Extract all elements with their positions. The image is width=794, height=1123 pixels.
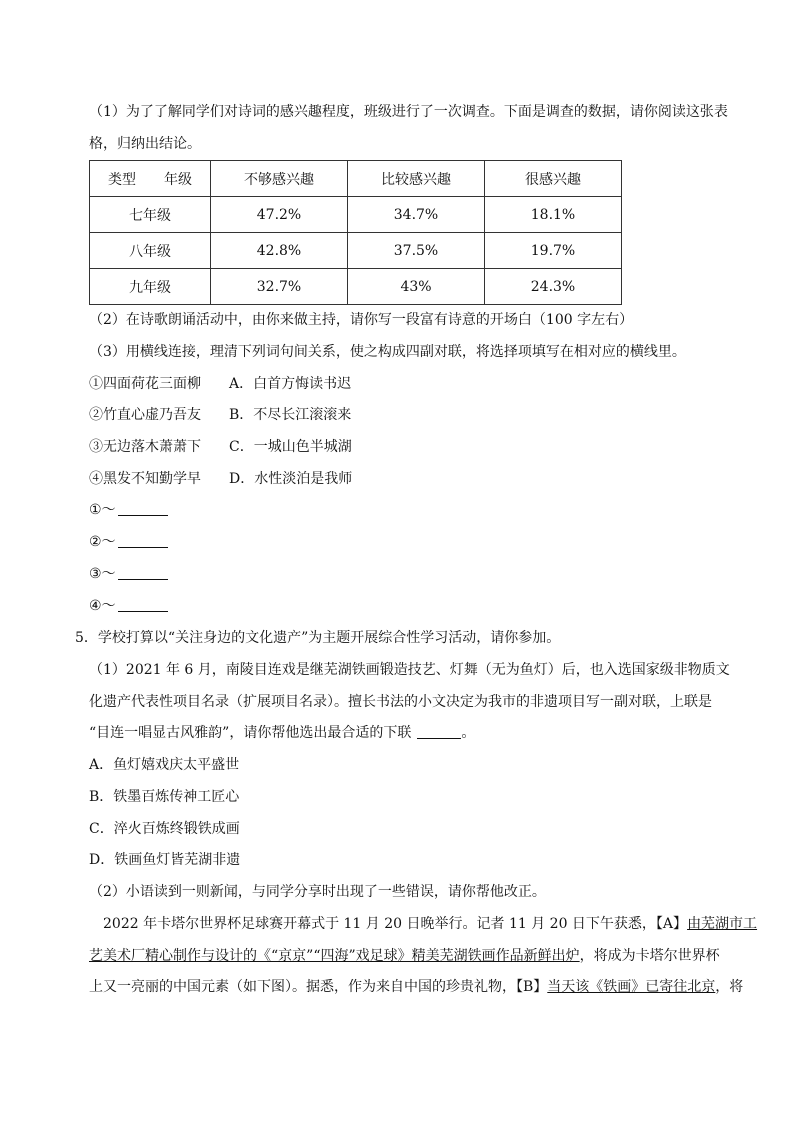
answer-label: ③～ xyxy=(89,566,116,582)
table-cell: 37.5% xyxy=(348,233,485,269)
table-row xyxy=(90,269,622,305)
answer-blank[interactable] xyxy=(118,501,168,516)
table-cell: 八年级 xyxy=(90,233,211,269)
news-text: ，将成为卡塔尔世界杯 xyxy=(579,948,720,964)
table-header-row xyxy=(90,161,622,197)
table-row xyxy=(90,233,622,269)
q4-part1-line1: （1）为了了解同学们对诗词的感兴趣程度，班级进行了一次调查。下面是调查的数据，请你阅读这张表 xyxy=(89,104,728,120)
news-line2 xyxy=(89,946,720,966)
table-cell: 24.3% xyxy=(485,269,622,305)
answer-label: ④～ xyxy=(89,598,116,614)
table-cell: 34.7% xyxy=(348,197,485,233)
table-cell: 32.7% xyxy=(211,269,348,305)
couplet-pair xyxy=(89,374,351,394)
couplet-left: ②竹直心虚乃吾友 xyxy=(89,407,201,423)
answer-label: ①～ xyxy=(89,502,116,518)
q5-sub2: （2）小语读到一则新闻，与同学分享时出现了一些错误，请你帮他改正。 xyxy=(89,884,546,900)
option-a: A．鱼灯嬉戏庆太平盛世 xyxy=(89,757,240,773)
table-cell: 47.2% xyxy=(211,197,348,233)
news-line1 xyxy=(103,914,757,934)
answer-line xyxy=(89,532,168,552)
q4-part1-line2: 格，归纳出结论。 xyxy=(89,136,201,152)
table-header-cell: 比较感兴趣 xyxy=(348,161,485,197)
table-cell: 43% xyxy=(348,269,485,305)
news-line3 xyxy=(89,977,743,997)
table-cell: 七年级 xyxy=(90,197,211,233)
table-header-cell: 很感兴趣 xyxy=(485,161,622,197)
option-c: C．淬火百炼终锻铁成画 xyxy=(89,821,240,837)
news-text: ，将 xyxy=(715,979,744,995)
table-header-cell: 类型 年级 xyxy=(90,161,211,197)
answer-line xyxy=(89,596,168,616)
table-cell: 19.7% xyxy=(485,233,622,269)
answer-line xyxy=(89,500,168,520)
table-cell: 42.8% xyxy=(211,233,348,269)
couplet-pair xyxy=(89,469,352,489)
news-underlined-a: 艺美术厂精心制作与设计的《“京京”“四海”戏足球》精美芜湖铁画作品新鲜出炉 xyxy=(89,948,580,964)
news-text: 上又一亮丽的中国元素（如下图）。据悉，作为来自中国的珍贵礼物，【B】 xyxy=(89,979,548,995)
q5-sub1-line3 xyxy=(89,723,475,743)
couplet-right: C．一城山色半城湖 xyxy=(229,439,352,455)
table-cell: 18.1% xyxy=(485,197,622,233)
table-row xyxy=(90,197,622,233)
couplet-left: ④黑发不知勤学早 xyxy=(89,471,201,487)
news-text: 2022 年卡塔尔世界杯足球赛开幕式于 11 月 20 日晚举行。记者 11 月 20 日下午获悉，【A】 xyxy=(103,916,688,932)
answer-blank[interactable] xyxy=(118,533,168,548)
table-cell: 九年级 xyxy=(90,269,211,305)
option-b: B．铁墨百炼传神工匠心 xyxy=(89,789,240,805)
answer-line xyxy=(89,564,168,584)
q5-sub1-line1: （1）2021 年 6 月，南陵目连戏是继芜湖铁画锻造技艺、灯舞（无为鱼灯）后，也入选国家级非物质文 xyxy=(89,662,730,678)
q5-sub1-line2: 化遗产代表性项目名录（扩展项目名录）。擅长书法的小文决定为我市的非遗项目写一副对联，上联是 xyxy=(89,694,712,710)
q4-part3: （3）用横线连接，理清下列词句间关系，使之构成四副对联，将选择项填写在相对应的横线里。 xyxy=(89,344,686,360)
answer-blank[interactable] xyxy=(118,565,168,580)
q4-part2: （2）在诗歌朗诵活动中，由你来做主持，请你写一段富有诗意的开场白（100 字左右） xyxy=(89,312,634,328)
option-d: D．铁画鱼灯皆芜湖非遗 xyxy=(89,852,241,868)
news-underlined-b: 当天该《铁画》已寄往北京 xyxy=(547,979,716,995)
q5-stem: 5．学校打算以“关注身边的文化遗产”为主题开展综合性学习活动，请你参加。 xyxy=(75,630,561,646)
answer-label: ②～ xyxy=(89,534,116,550)
news-underlined-a: 由芜湖市工 xyxy=(687,916,758,932)
couplet-right: A．白首方悔读书迟 xyxy=(229,376,352,392)
couplet-right: B．不尽长江滚滚来 xyxy=(229,407,352,423)
survey-table xyxy=(89,160,622,305)
table-header-cell: 不够感兴趣 xyxy=(211,161,348,197)
answer-blank[interactable] xyxy=(417,724,461,739)
couplet-right: D．水性淡泊是我师 xyxy=(229,471,353,487)
q5-sub1-end: 。 xyxy=(461,725,476,741)
couplet-left: ①四面荷花三面柳 xyxy=(89,376,201,392)
couplet-left: ③无边落木萧萧下 xyxy=(89,439,201,455)
q5-sub1-text: “目连一唱显古风雅韵”，请你帮他选出最合适的下联 xyxy=(89,725,412,741)
couplet-pair xyxy=(89,437,352,457)
answer-blank[interactable] xyxy=(118,597,168,612)
couplet-pair xyxy=(89,405,351,425)
